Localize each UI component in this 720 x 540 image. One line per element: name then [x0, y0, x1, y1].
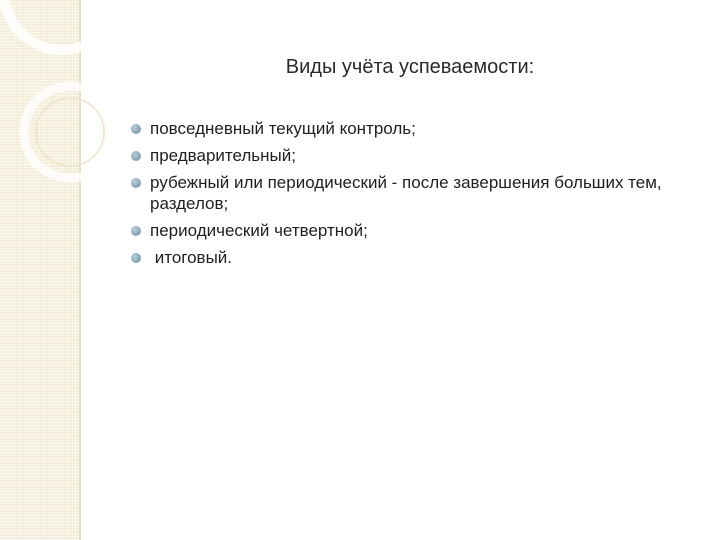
list-item [131, 172, 691, 214]
bullet-icon [131, 226, 141, 236]
slide-title: Виды учёта успеваемости: [285, 56, 535, 78]
list-item [131, 247, 691, 268]
list-item [131, 118, 691, 139]
list-item-text: повседневный текущий контроль; [150, 119, 416, 138]
bullet-icon [131, 124, 141, 134]
decorative-circles [0, 0, 120, 220]
bullet-list [131, 118, 691, 274]
bullet-icon [131, 178, 141, 188]
list-item [131, 220, 691, 241]
list-item-text: итоговый. [150, 248, 233, 267]
list-item-text: рубежный или периодический - после завершения больших тем, разделов; [150, 173, 662, 213]
list-item-text: предварительный; [150, 146, 296, 165]
list-item [131, 145, 691, 166]
deco-ring-middle [24, 86, 116, 178]
deco-ring-inner [36, 98, 104, 166]
deco-ring-top [4, 0, 120, 50]
bullet-icon [131, 253, 141, 263]
list-item-text: периодический четвертной; [150, 221, 368, 240]
bullet-icon [131, 151, 141, 161]
